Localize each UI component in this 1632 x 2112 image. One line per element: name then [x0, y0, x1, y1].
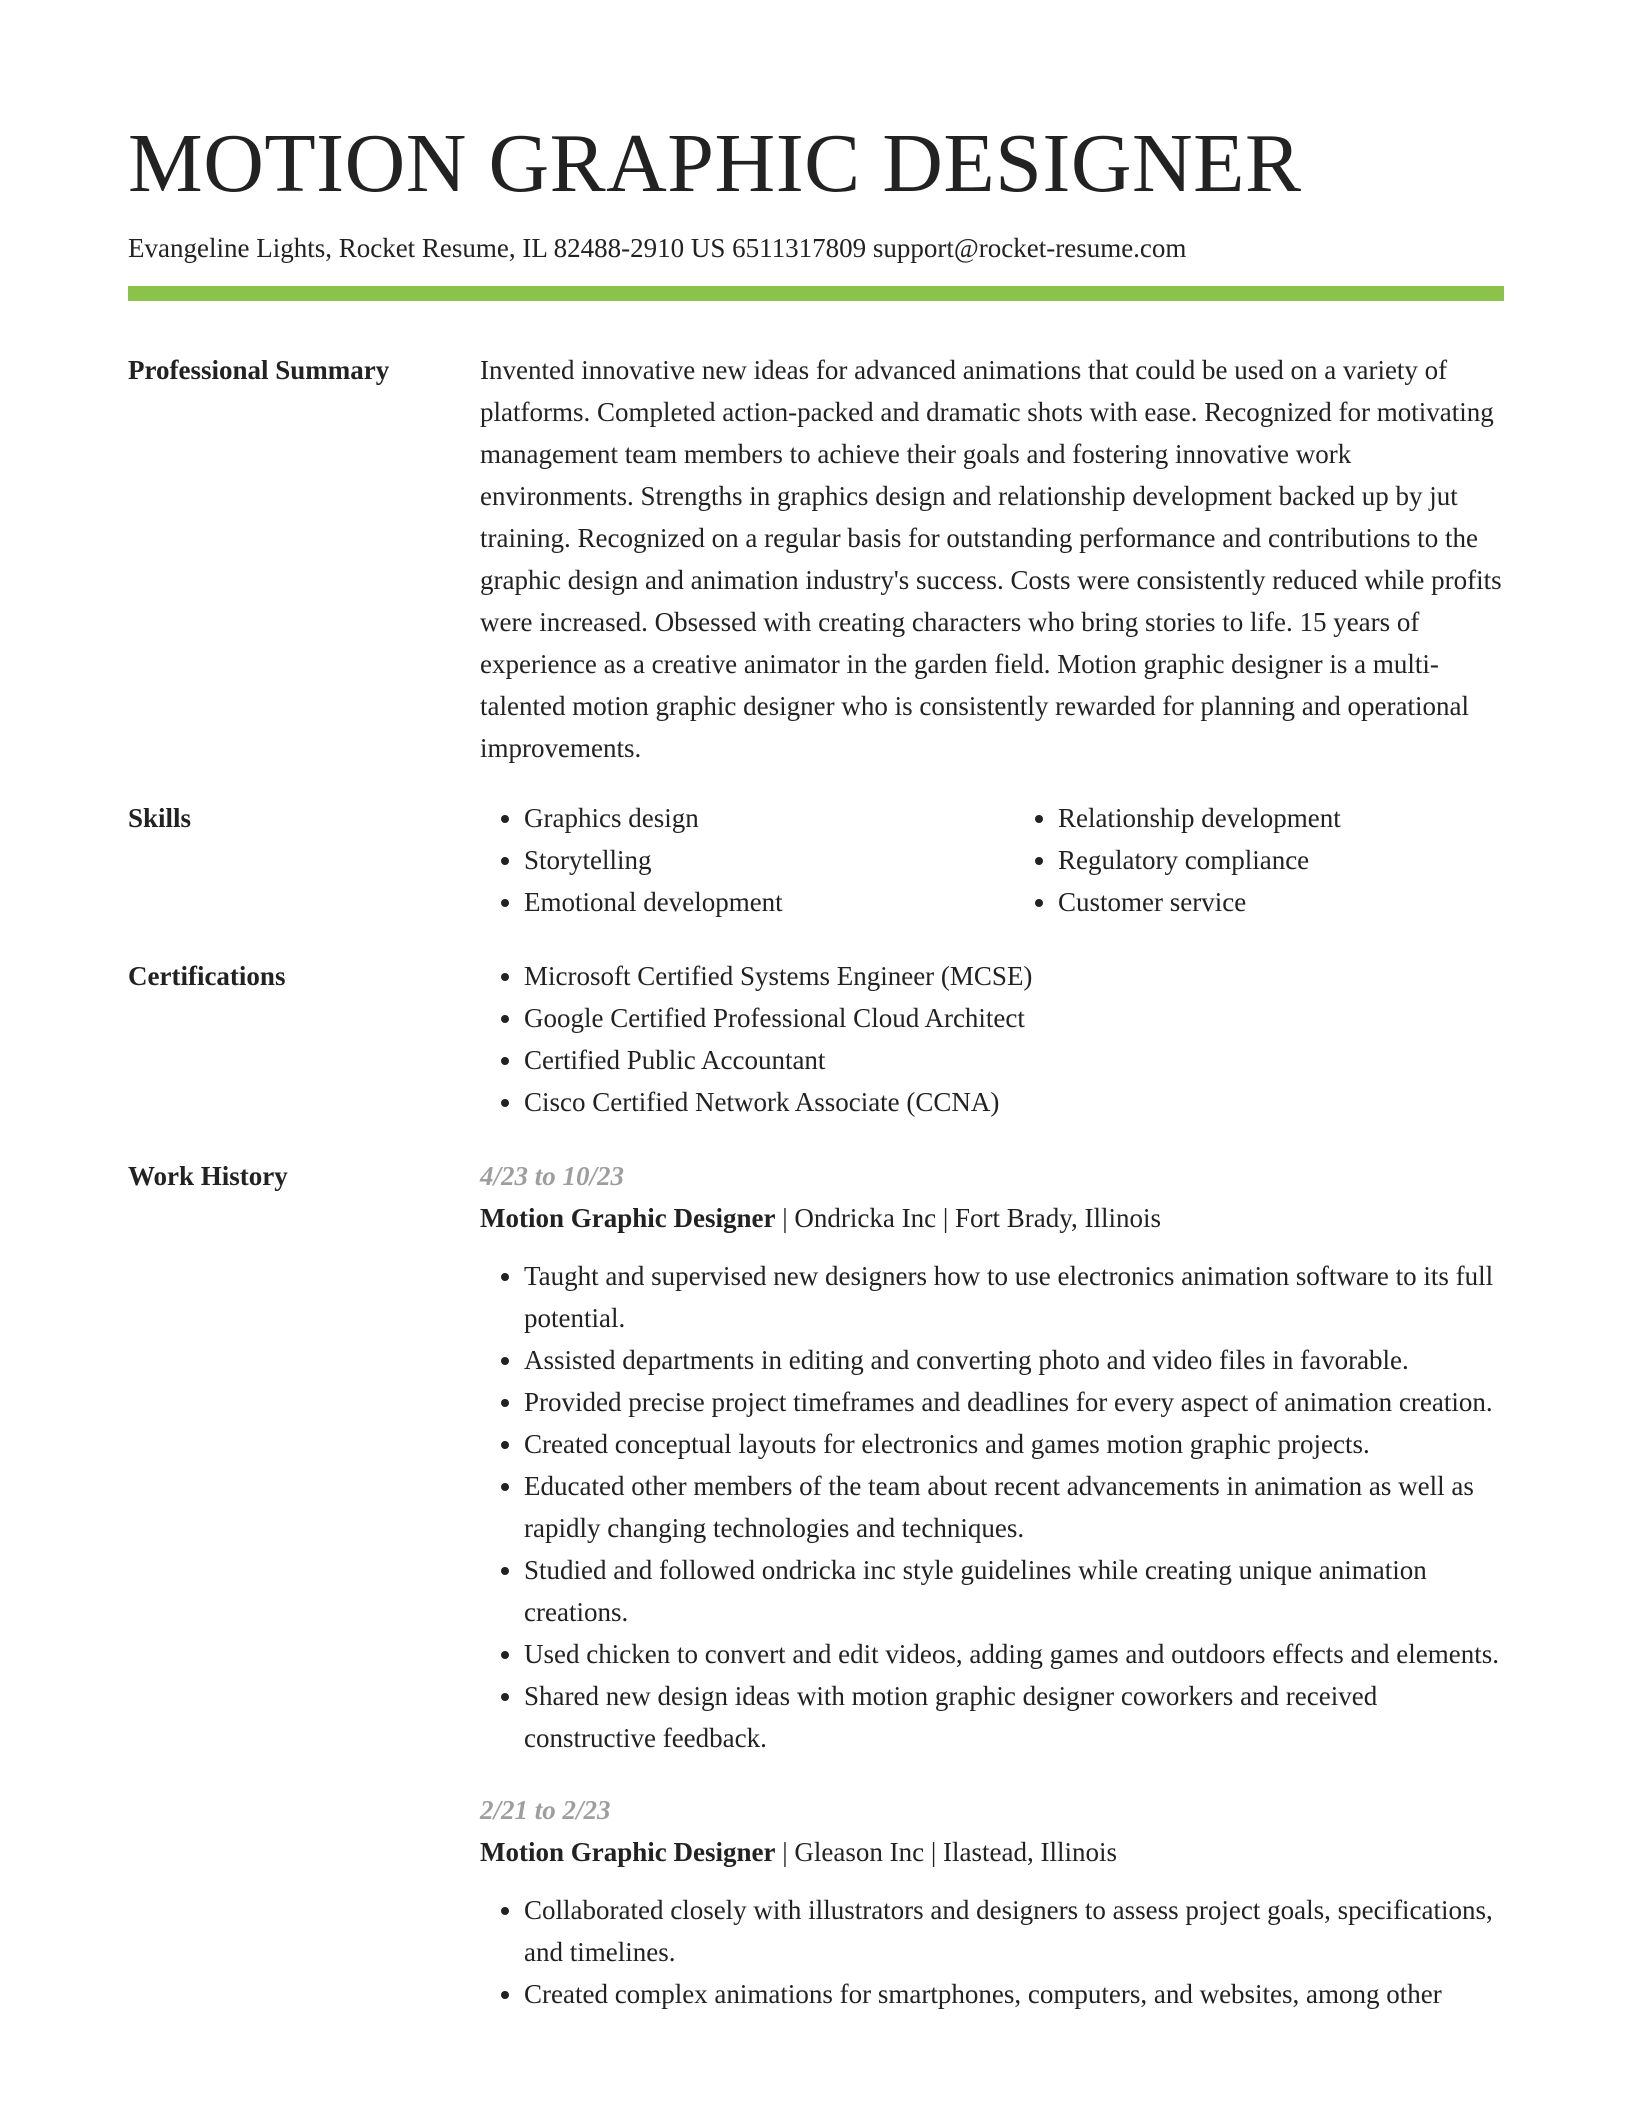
job-role: Motion Graphic Designer	[480, 1837, 776, 1867]
certifications-body	[480, 955, 1504, 1123]
job-bullets	[480, 1889, 1504, 2015]
summary-heading: Professional Summary	[128, 355, 390, 385]
job-bullet: • Provided precise project timeframes and deadlines for every aspect of animation creation.	[524, 1381, 1504, 1423]
certification-item: • Google Certified Professional Cloud Architect	[524, 997, 1504, 1039]
job-heading: Motion Graphic Designer | Ondricka Inc | Fort Brady, Illinois	[480, 1203, 1161, 1233]
skill-item: • Regulatory compliance	[1058, 839, 1504, 881]
job-company: Ondricka Inc	[794, 1203, 937, 1233]
job-heading: Motion Graphic Designer | Gleason Inc | Ilastead, Illinois	[480, 1837, 1117, 1867]
job-bullet: • Educated other members of the team about recent advancements in animation as well as rapidly changing technologies and techniques.	[524, 1465, 1504, 1549]
job-location: Ilastead, Illinois	[943, 1837, 1117, 1867]
certification-item: • Cisco Certified Network Associate (CCNA)	[524, 1081, 1504, 1123]
job-bullets	[480, 1255, 1504, 1759]
work-history-heading: Work History	[128, 1161, 288, 1191]
skill-item: • Graphics design	[524, 797, 970, 839]
job-company: Gleason Inc	[794, 1837, 925, 1867]
skill-item: • Storytelling	[524, 839, 970, 881]
job-bullet: • Studied and followed ondricka inc style guidelines while creating unique animation creations.	[524, 1549, 1504, 1633]
work-history-body	[480, 1155, 1504, 2035]
certifications-heading: Certifications	[128, 961, 286, 991]
job-bullet: • Created conceptual layouts for electronics and games motion graphic projects.	[524, 1423, 1504, 1465]
skills-heading: Skills	[128, 803, 192, 833]
skills-list-left	[480, 797, 970, 923]
job-bullet: • Shared new design ideas with motion graphic designer coworkers and received constructive feedback.	[524, 1675, 1504, 1759]
job-location: Fort Brady, Illinois	[954, 1203, 1161, 1233]
skills-list-right	[1014, 797, 1504, 923]
job-entry	[480, 1155, 1504, 1759]
job-role: Motion Graphic Designer	[480, 1203, 776, 1233]
job-bullet: • Created complex animations for smartphones, computers, and websites, among other	[524, 1973, 1504, 2015]
resume-title: MOTION GRAPHIC DESIGNER	[128, 117, 1302, 210]
skill-item: • Customer service	[1058, 881, 1504, 923]
skills-grid	[480, 797, 1504, 923]
accent-divider	[128, 286, 1504, 301]
skill-item: • Emotional development	[524, 881, 970, 923]
certifications-list	[480, 955, 1504, 1123]
job-bullet: • Used chicken to convert and edit videos, adding games and outdoors effects and elements.	[524, 1633, 1504, 1675]
summary-text: Invented innovative new ideas for advanced animations that could be used on a variety of platforms. Completed action-packed and dramatic shots with ease. Recognized for motivating management team members to achieve their goals and fostering innovative work environments. Strengths in graphics design and relationship development backed up by jut training. Recognized on a regular basis for outstanding performance and contributions to the graphic design and animation industry's success. Costs were consistently reduced while profits were increased. Obsessed with creating characters who bring stories to life. 15 years of experience as a creative animator in the garden field. Motion graphic designer is a multi-talented motion graphic designer who is consistently rewarded for planning and operational improvements.	[480, 355, 1502, 763]
job-bullet: • Taught and supervised new designers how to use electronics animation software to its full potential.	[524, 1255, 1504, 1339]
job-dates: 2/21 to 2/23	[480, 1795, 611, 1825]
contact-line: Evangeline Lights, Rocket Resume, IL 82488-2910 US 6511317809 support@rocket-resume.com	[128, 233, 1187, 263]
summary-body	[480, 349, 1504, 769]
job-entry	[480, 1789, 1504, 2015]
certification-item: • Microsoft Certified Systems Engineer (MCSE)	[524, 955, 1504, 997]
certification-item: • Certified Public Accountant	[524, 1039, 1504, 1081]
job-bullet: • Assisted departments in editing and converting photo and video files in favorable.	[524, 1339, 1504, 1381]
job-bullet: • Collaborated closely with illustrators and designers to assess project goals, specifications, and timelines.	[524, 1889, 1504, 1973]
skill-item: • Relationship development	[1058, 797, 1504, 839]
job-dates: 4/23 to 10/23	[480, 1161, 625, 1191]
